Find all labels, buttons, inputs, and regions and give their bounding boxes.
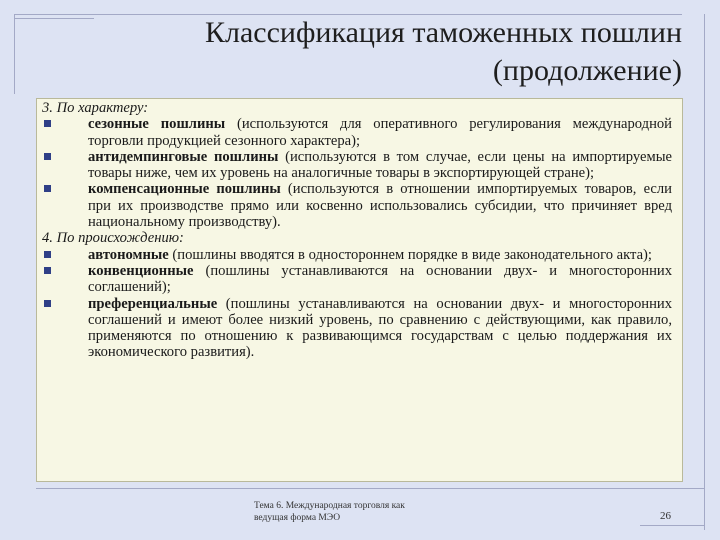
bullet-square-icon bbox=[44, 153, 51, 160]
term-seasonal: сезонные пошлины bbox=[88, 116, 226, 133]
list-item bbox=[42, 181, 672, 230]
footer-line-1: Тема 6. Международная торговля как bbox=[254, 501, 405, 511]
item-text: (используются в отношении импортируемых товаров, если при их производстве прямо или косвенно использовались субсидии, что причиняет вред национальному производству). bbox=[88, 181, 672, 231]
term-conventional: конвенционные bbox=[88, 262, 194, 279]
item-text: (пошлины устанавливаются на основании двух- и многосторонних соглашений и имеют более низкий уровень, по сравнению с действующими, как правило, применяются по отношению к развивающимся государствам с целью поддержания их экономического развития). bbox=[88, 295, 672, 361]
bullet-square-icon bbox=[44, 267, 51, 274]
list-item bbox=[42, 263, 672, 296]
frame-right-line bbox=[704, 14, 705, 530]
item-text: (используются в том случае, если цены на импортируемые товары ниже, чем их уровень на аналогичные товары в экспортирующей стране); bbox=[88, 148, 672, 182]
list-item bbox=[42, 296, 672, 361]
list-item bbox=[42, 116, 672, 149]
frame-bottom-line bbox=[36, 488, 704, 489]
footer-topic bbox=[254, 500, 464, 524]
bullet-square-icon bbox=[44, 300, 51, 307]
term-preferential: преференциальные bbox=[88, 295, 218, 312]
bullet-square-icon bbox=[44, 251, 51, 258]
term-antidumping: антидемпинговые пошлины bbox=[88, 148, 279, 165]
frame-top-left-short-line bbox=[14, 18, 94, 19]
list-item bbox=[42, 247, 672, 263]
title-line-1: Классификация таможенных пошлин bbox=[205, 16, 682, 49]
section-heading-origin: 4. По происхождению: bbox=[42, 230, 184, 247]
list-item bbox=[42, 149, 672, 182]
slide-title bbox=[150, 14, 682, 90]
bullet-square-icon bbox=[44, 120, 51, 127]
term-autonomous: автономные bbox=[88, 246, 169, 263]
page-number: 26 bbox=[660, 510, 671, 522]
item-text: (пошлины устанавливаются на основании двух- и многосторонних соглашений); bbox=[88, 262, 672, 296]
frame-left-line bbox=[14, 14, 15, 94]
footer-line-2: ведущая форма МЭО bbox=[254, 513, 341, 523]
frame-bottom-right-line bbox=[640, 525, 704, 526]
item-text: (используются для оперативного регулирования международной торговли продукцией сезонного характера); bbox=[88, 116, 672, 149]
slide-content bbox=[42, 100, 672, 361]
title-line-2: (продолжение) bbox=[492, 54, 682, 87]
term-countervailing: компенсационные пошлины bbox=[88, 181, 281, 198]
section-heading-character: 3. По характеру: bbox=[42, 100, 149, 116]
item-text: (пошлины вводятся в одностороннем порядке в виде законодательного акта); bbox=[168, 246, 652, 263]
bullet-square-icon bbox=[44, 185, 51, 192]
